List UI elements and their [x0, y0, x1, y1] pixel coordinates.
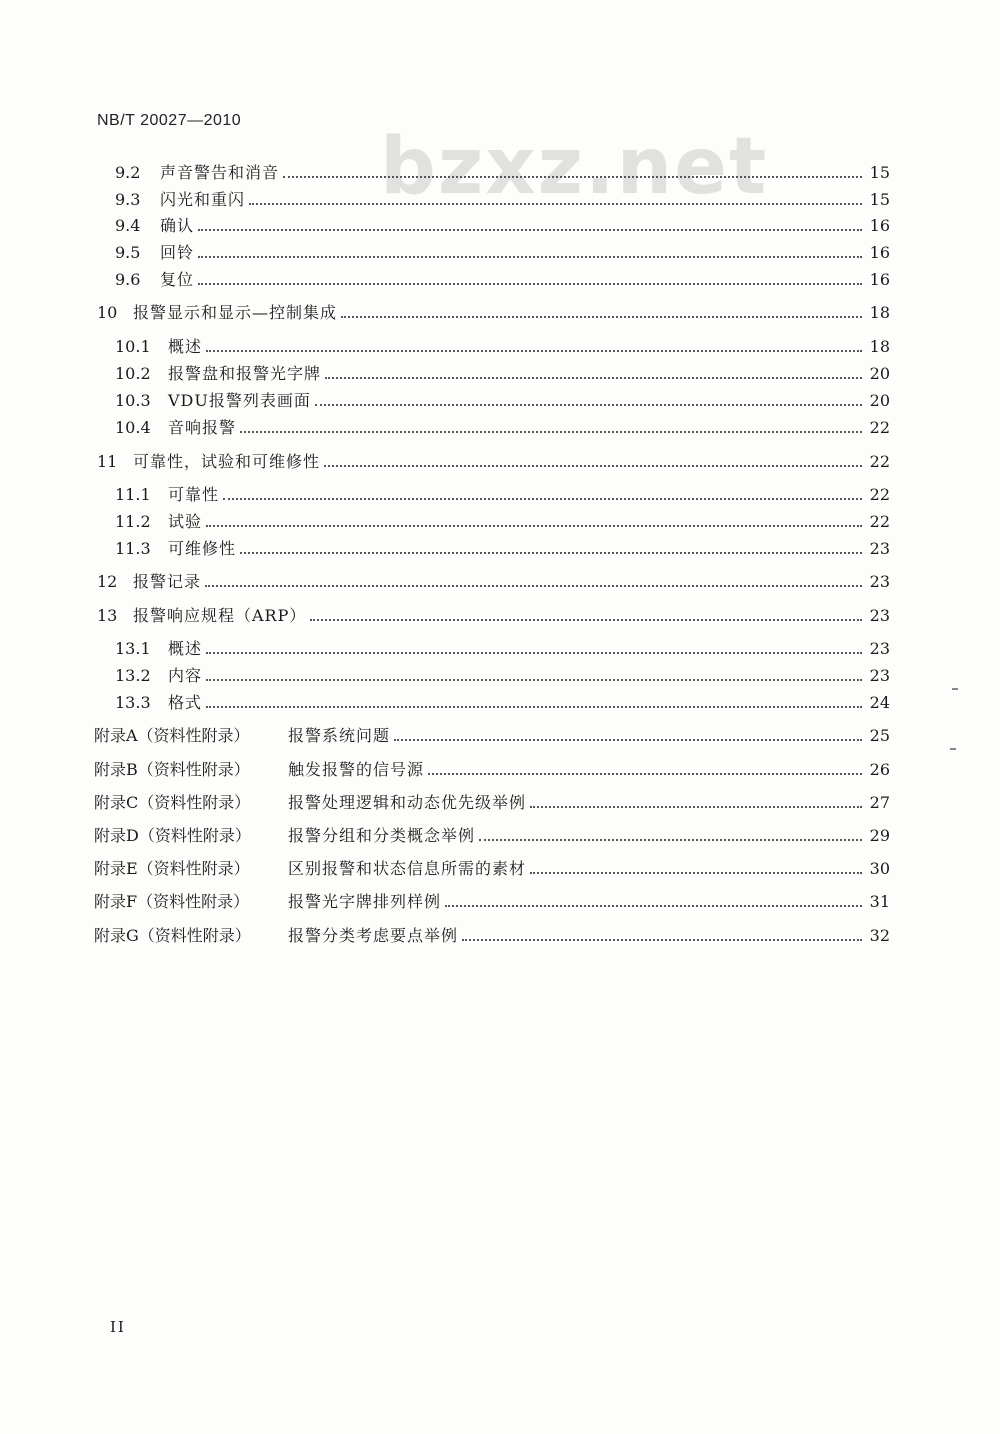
dot-leader [283, 176, 862, 178]
toc-entry [0, 334, 1000, 360]
watermark: bzxz.net [380, 122, 769, 212]
dot-leader [198, 283, 862, 285]
dot-leader [198, 229, 862, 231]
dot-leader [530, 806, 862, 808]
toc-entry-page: 24 [869, 693, 890, 712]
toc-entry-page: 30 [869, 859, 890, 878]
toc-entry-page: 20 [869, 391, 890, 410]
toc-entry-title: 概述 [168, 337, 203, 356]
dot-leader [240, 431, 862, 433]
toc-entry [0, 856, 1000, 882]
toc-entry-title: 触发报警的信号源 [288, 760, 425, 779]
toc-entry-title: 可靠性 [168, 485, 220, 504]
toc-entry [0, 823, 1000, 849]
toc-entry [0, 361, 1000, 387]
toc-entry-page: 22 [869, 452, 890, 471]
toc-entry-number: 13.2 [115, 666, 151, 685]
toc-entry [0, 923, 1000, 949]
toc-entry-page: 22 [869, 512, 890, 531]
dot-leader [479, 839, 862, 841]
toc-entry [0, 415, 1000, 441]
standard-code: NB/T 20027—2010 [97, 112, 242, 129]
toc-entry-title: 报警盘和报警光字牌 [168, 364, 322, 383]
toc-entry-number: 9.6 [115, 270, 141, 289]
toc-entry-number: 11 [97, 452, 118, 471]
scan-speck [952, 688, 958, 690]
toc-entry-page: 31 [869, 892, 890, 911]
toc-entry [0, 636, 1000, 662]
toc-entry-page: 23 [869, 572, 890, 591]
dot-leader [249, 203, 862, 205]
toc-entry-title: 报警系统问题 [288, 726, 391, 745]
toc-entry-number: 11.2 [115, 512, 151, 531]
toc-entry [0, 187, 1000, 213]
toc-entry [0, 536, 1000, 562]
dot-leader [394, 739, 862, 741]
toc-entry-title: 可靠性，试验和可维修性 [133, 452, 321, 471]
toc-entry-title: 报警处理逻辑和动态优先级举例 [288, 793, 527, 812]
toc-entry-page: 23 [869, 606, 890, 625]
toc-entry-page: 18 [869, 337, 890, 356]
toc-entry-page: 16 [869, 243, 890, 262]
toc-entry [0, 267, 1000, 293]
toc-entry-number: 附录G（资料性附录） [94, 926, 251, 945]
toc-entry [0, 569, 1000, 595]
toc-entry-title: 概述 [168, 639, 203, 658]
toc-entry-number: 附录C（资料性附录） [94, 793, 251, 812]
toc-entry [0, 482, 1000, 508]
toc-entry-page: 15 [869, 190, 890, 209]
toc-entry-number: 9.4 [115, 216, 141, 235]
toc-entry-title: 报警响应规程（ARP） [133, 606, 307, 625]
toc-entry-number: 11.3 [115, 539, 151, 558]
toc-entry-page: 22 [869, 418, 890, 437]
toc-entry-title: 音响报警 [168, 418, 237, 437]
toc-entry [0, 723, 1000, 749]
toc-entry-number: 10 [97, 303, 118, 322]
toc-entry-number: 附录F（资料性附录） [94, 892, 250, 911]
toc-entry [0, 160, 1000, 186]
toc-entry-title: 报警分类考虑要点举例 [288, 926, 459, 945]
toc-entry-page: 20 [869, 364, 890, 383]
toc-entry [0, 509, 1000, 535]
toc-entry-title: 闪光和重闪 [160, 190, 246, 209]
toc-entry-page: 23 [869, 639, 890, 658]
toc-entry [0, 790, 1000, 816]
toc-entry-page: 22 [869, 485, 890, 504]
toc-entry-page: 23 [869, 539, 890, 558]
toc-entry-page: 18 [869, 303, 890, 322]
dot-leader [530, 872, 862, 874]
toc-entry-number: 附录B（资料性附录） [94, 760, 250, 779]
toc-entry-title: 格式 [168, 693, 203, 712]
toc-entry [0, 690, 1000, 716]
toc-entry-page: 15 [869, 163, 890, 182]
toc-entry-page: 26 [869, 760, 890, 779]
scan-speck [950, 748, 956, 750]
toc-entry-title: 可维修性 [168, 539, 237, 558]
toc-entry-number: 附录D（资料性附录） [94, 826, 251, 845]
toc-entry-page: 25 [869, 726, 890, 745]
toc-entry-page: 32 [869, 926, 890, 945]
toc-entry-number: 10.4 [115, 418, 151, 437]
toc-entry [0, 388, 1000, 414]
toc-entry-page: 23 [869, 666, 890, 685]
toc-entry-title: 内容 [168, 666, 203, 685]
toc-entry-number: 12 [97, 572, 118, 591]
dot-leader [206, 706, 862, 708]
dot-leader [198, 256, 862, 258]
dot-leader [341, 316, 862, 318]
toc-entry-title: 确认 [160, 216, 195, 235]
toc-entry-title: 声音警告和消音 [160, 163, 280, 182]
toc-entry-page: 16 [869, 216, 890, 235]
toc-entry [0, 603, 1000, 629]
toc-entry-title: 区别报警和状态信息所需的素材 [288, 859, 527, 878]
toc-entry [0, 663, 1000, 689]
toc-entry-title: VDU报警列表画面 [168, 391, 311, 410]
dot-leader [206, 679, 862, 681]
toc-entry [0, 757, 1000, 783]
toc-entry [0, 300, 1000, 326]
toc-entry-title: 报警分组和分类概念举例 [288, 826, 476, 845]
toc-entry [0, 240, 1000, 266]
dot-leader [223, 498, 862, 500]
dot-leader [206, 525, 862, 527]
toc-entry-title: 报警记录 [133, 572, 202, 591]
dot-leader [325, 377, 862, 379]
toc-entry [0, 889, 1000, 915]
toc-entry-number: 11.1 [115, 485, 151, 504]
toc-entry-title: 报警显示和显示—控制集成 [133, 303, 338, 322]
toc-entry-number: 附录A（资料性附录） [94, 726, 250, 745]
dot-leader [240, 552, 862, 554]
toc-entry-number: 9.5 [115, 243, 141, 262]
dot-leader [462, 939, 862, 941]
dot-leader [310, 619, 862, 621]
dot-leader [206, 350, 862, 352]
toc-entry-page: 29 [869, 826, 890, 845]
dot-leader [205, 585, 862, 587]
dot-leader [324, 465, 862, 467]
page-number: II [110, 1318, 126, 1336]
toc-entry-number: 13.3 [115, 693, 151, 712]
toc-entry-number: 10.2 [115, 364, 151, 383]
dot-leader [445, 905, 862, 907]
dot-leader [206, 652, 862, 654]
toc-entry [0, 213, 1000, 239]
toc-entry-number: 9.2 [115, 163, 141, 182]
toc-entry-title: 复位 [160, 270, 195, 289]
toc-entry-title: 试验 [168, 512, 203, 531]
toc-entry [0, 449, 1000, 475]
dot-leader [315, 404, 862, 406]
toc-entry-number: 9.3 [115, 190, 141, 209]
toc-entry-number: 10.1 [115, 337, 151, 356]
dot-leader [428, 773, 862, 775]
toc-entry-number: 附录E（资料性附录） [94, 859, 250, 878]
toc-entry-title: 报警光字牌排列样例 [288, 892, 442, 911]
toc-entry-number: 10.3 [115, 391, 151, 410]
toc-entry-title: 回铃 [160, 243, 195, 262]
toc-entry-page: 16 [869, 270, 890, 289]
toc-entry-page: 27 [869, 793, 890, 812]
toc-entry-number: 13.1 [115, 639, 151, 658]
toc-entry-number: 13 [97, 606, 118, 625]
